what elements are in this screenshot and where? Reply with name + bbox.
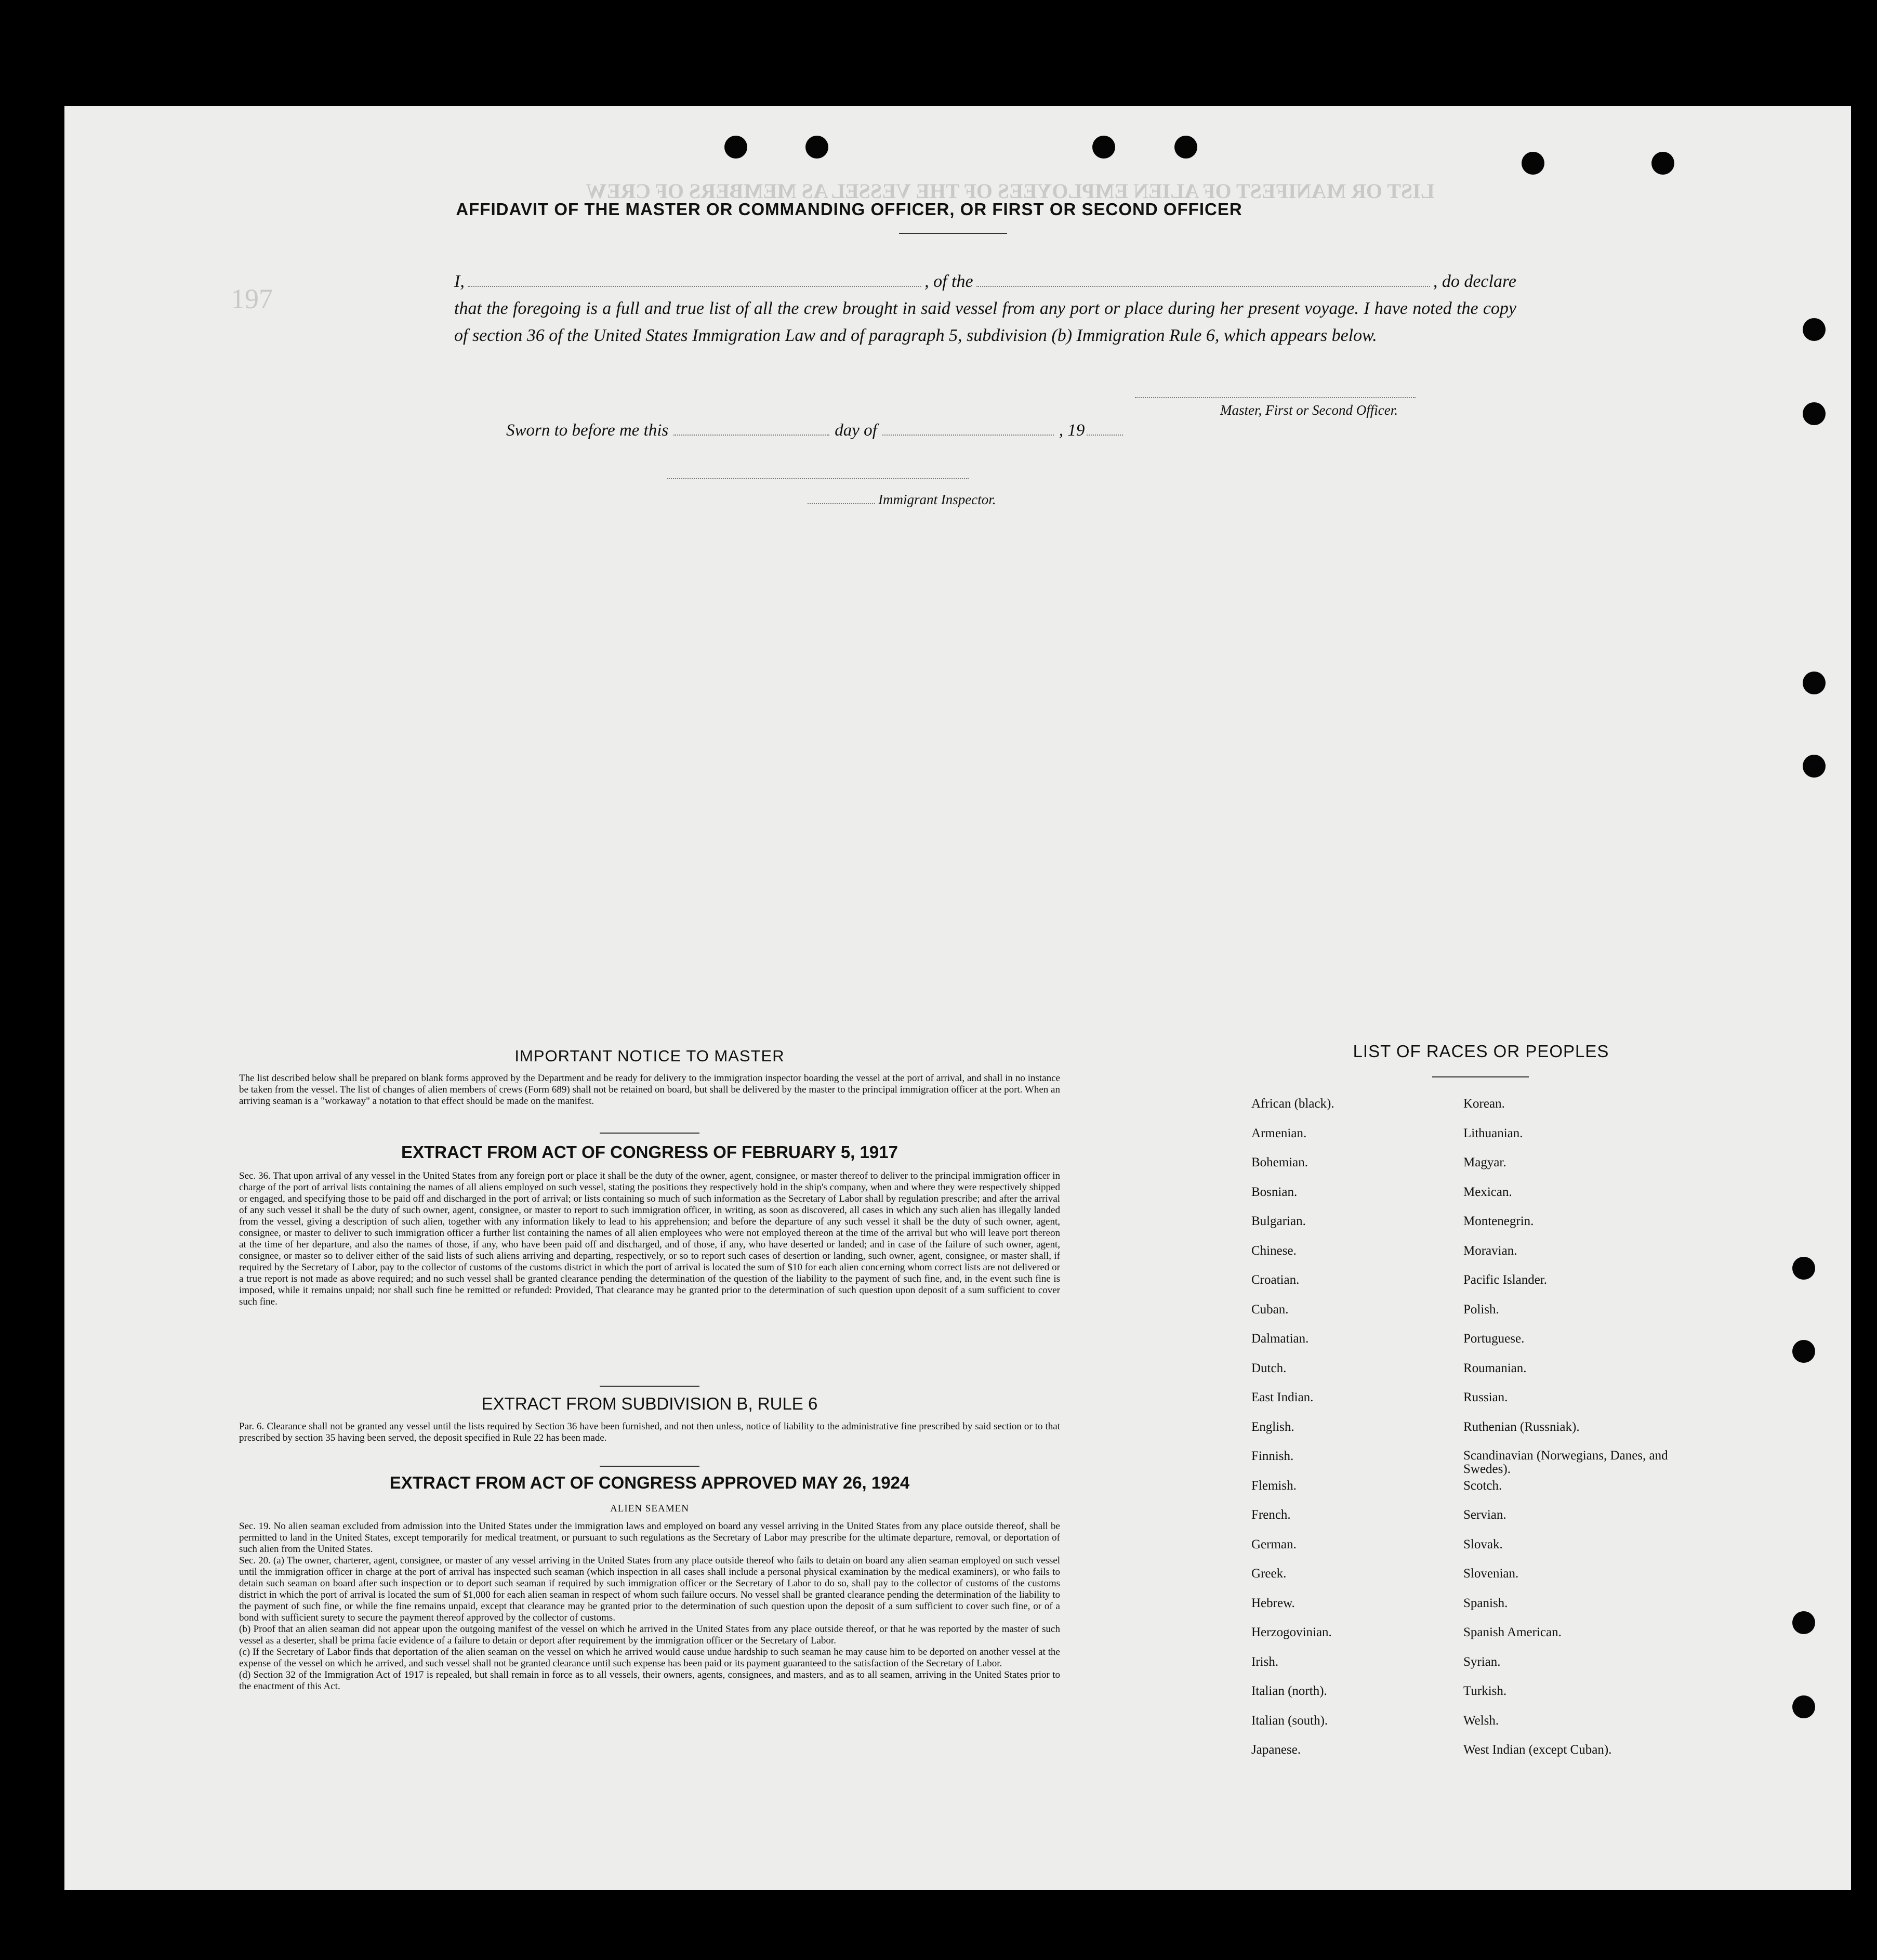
race-item: African (black).	[1251, 1097, 1334, 1111]
declarant-label: I,	[454, 272, 465, 291]
sworn-year-blank[interactable]	[1087, 435, 1123, 436]
punch-hole	[1803, 755, 1826, 778]
races-title: LIST OF RACES OR PEOPLES	[1353, 1042, 1609, 1061]
vessel-name-blank[interactable]	[976, 286, 1430, 287]
race-item: Spanish.	[1463, 1596, 1508, 1610]
extract-1924-subtitle: ALIEN SEAMEN	[610, 1503, 689, 1514]
bleed-through-page-number: 197	[231, 283, 273, 314]
race-item: Dalmatian.	[1251, 1332, 1309, 1346]
punch-hole	[1803, 318, 1826, 341]
form-page	[64, 106, 1851, 1890]
race-item: Greek.	[1251, 1567, 1287, 1581]
punch-hole	[1651, 152, 1674, 175]
race-item: Welsh.	[1463, 1713, 1499, 1728]
race-item: Polish.	[1463, 1302, 1499, 1317]
year-label: , 19	[1059, 421, 1085, 440]
sworn-month-blank[interactable]	[882, 435, 1054, 436]
race-item: Korean.	[1463, 1097, 1505, 1111]
race-item: Cuban.	[1251, 1302, 1289, 1317]
bleed-through-title: LIST OR MANIFEST OF ALIEN EMPLOYEES OF THE VESSEL AS MEMBERS OF CREW	[586, 179, 1435, 203]
race-item: Portuguese.	[1463, 1332, 1525, 1346]
sworn-day-blank[interactable]	[673, 435, 829, 436]
punch-hole	[1522, 152, 1544, 175]
punch-hole	[1792, 1611, 1815, 1634]
affidavit-title: AFFIDAVIT OF THE MASTER OR COMMANDING OFFICER, OR FIRST OR SECOND OFFICER	[456, 200, 1242, 219]
sec19-text: Sec. 19. No alien seaman excluded from admission into the United States under the immigration laws and employed on board any vessel arriving in the United States from any place outside thereof, shall be permitted to land in the United States, except temporarily for medical treatment, or pursuant to such regulations as the Secretary of Labor may prescribe for the ultimate departure, removal, or deportation of such alien from the United States.	[239, 1521, 1060, 1555]
race-item: Syrian.	[1463, 1654, 1501, 1669]
notice-body: The list described below shall be prepared on blank forms approved by the Department and be ready for delivery to the immigration inspector boarding the vessel at the port of arrival, and shall in no instance be taken from the vessel. The list of changes of alien members of crews (Form 689) shall not be retained on board, but shall be delivered by the master to the principal immigration officer at the port. When an arriving seaman is a "workaway" a notation to that effect should be made on the manifest.	[239, 1073, 1060, 1107]
race-item: Magyar.	[1463, 1155, 1506, 1169]
sec20c-text: (c) If the Secretary of Labor finds that deportation of the alien seaman on the vessel on which he arrived would cause undue hardship to such seaman he may cause him to be deported on another vessel at the expense of the vessel on which he arrived, and such vessel shall not be granted clearance until such expense has been paid or its payment guaranteed to the satisfaction of the Secretary of Labor.	[239, 1647, 1060, 1669]
punch-hole	[724, 136, 747, 159]
race-item: Chinese.	[1251, 1243, 1297, 1258]
punch-hole	[1803, 402, 1826, 425]
section-divider	[600, 1466, 699, 1467]
punch-hole	[1792, 1340, 1815, 1363]
master-signature-label: Master, First or Second Officer.	[1220, 402, 1398, 418]
race-item: Scandinavian (Norwegians, Danes, and Swedes).	[1463, 1449, 1668, 1476]
extract-rule6-body: Par. 6. Clearance shall not be granted any vessel until the lists required by Section 36 have been furnished, and not then unless, notice of liability to the administrative fine prescribed by said section or to that prescribed by section 35 having been served, the deposit specified in Rule 22 has been made.	[239, 1421, 1060, 1443]
inspector-signature-line	[808, 492, 996, 508]
race-item: Bohemian.	[1251, 1155, 1308, 1169]
inspector-signature-blank[interactable]	[667, 478, 969, 479]
races-left-column	[1251, 1097, 1444, 1772]
extract-1924-title: EXTRACT FROM ACT OF CONGRESS APPROVED MAY 26, 1924	[389, 1473, 910, 1492]
declarant-name-blank[interactable]	[468, 286, 921, 287]
race-item: Lithuanian.	[1463, 1126, 1523, 1140]
punch-hole	[1792, 1257, 1815, 1280]
punch-hole	[1792, 1695, 1815, 1718]
race-item: Roumanian.	[1463, 1361, 1527, 1375]
race-item: Japanese.	[1251, 1743, 1301, 1757]
race-item: Croatian.	[1251, 1273, 1300, 1287]
race-item: Hebrew.	[1251, 1596, 1295, 1610]
master-signature-blank[interactable]	[1135, 397, 1416, 398]
race-item: Russian.	[1463, 1390, 1508, 1404]
declare-label: , do declare	[1433, 272, 1517, 291]
race-item: East Indian.	[1251, 1390, 1314, 1404]
extract-rule6-title: EXTRACT FROM SUBDIVISION B, RULE 6	[481, 1394, 818, 1413]
race-item: German.	[1251, 1537, 1297, 1551]
punch-hole	[805, 136, 828, 159]
section-divider	[600, 1386, 699, 1387]
race-item: Mexican.	[1463, 1185, 1512, 1199]
race-item: Ruthenian (Russniak).	[1463, 1419, 1580, 1434]
race-item: French.	[1251, 1508, 1291, 1522]
inspector-label: Immigrant Inspector.	[878, 492, 996, 507]
day-of-label: day of	[835, 421, 877, 440]
declaration-body: that the foregoing is a full and true list of all the crew brought in said vessel from any port or place during her present voyage. I have noted the copy of section 36 of the United States Immigration Law and of paragraph 5, subdivision (b) Immigration Rule 6, which appears below.	[454, 299, 1516, 345]
race-item: Slovenian.	[1463, 1567, 1519, 1581]
punch-hole	[1803, 672, 1826, 694]
race-item: Turkish.	[1463, 1684, 1507, 1698]
sworn-label: Sworn to before me this	[506, 421, 669, 440]
sec20d-text: (d) Section 32 of the Immigration Act of 1917 is repealed, but shall remain in force as to all vessels, their owners, agents, consignees, and masters, and as to all seamen, arriving in the United States prior to the enactment of this Act.	[239, 1669, 1060, 1692]
race-item: Irish.	[1251, 1654, 1279, 1669]
inspector-dots	[808, 503, 875, 504]
of-the-label: , of the	[924, 272, 973, 291]
races-right-column	[1463, 1097, 1682, 1772]
race-item: Herzogovinian.	[1251, 1625, 1332, 1639]
race-item: Italian (south).	[1251, 1713, 1328, 1728]
race-item: Italian (north).	[1251, 1684, 1327, 1698]
race-item: Pacific Islander.	[1463, 1273, 1548, 1287]
race-item: Moravian.	[1463, 1243, 1517, 1258]
races-divider	[1432, 1076, 1529, 1077]
sec20b-text: (b) Proof that an alien seaman did not appear upon the outgoing manifest of the vessel on which he arrived in the United States from any place outside thereof, or that he was reported by the master of such vessel as a deserter, shall be prima facie evidence of a failure to detain or deport after requirement by the immigration officer or the Secretary of Labor.	[239, 1624, 1060, 1646]
race-item: Slovak.	[1463, 1537, 1503, 1551]
race-item: Bosnian.	[1251, 1185, 1298, 1199]
extract-1917-body: Sec. 36. That upon arrival of any vessel in the United States from any foreign port or place it shall be the duty of the owner, agent, consignee, or master thereof to deliver to the principal immigration officer in charge of the port of arrival lists containing the names of all aliens employed on such vessel, stating the positions they respectively hold in the ship's company, when and where they were respectively shipped or engaged, and specifying those to be paid off and discharged in the port of arrival; or lists containing so much of such information as the Secretary of Labor shall by regulation prescribe; and after the arrival of any such vessel it shall be the duty of such owner, agent, consignee, or master to report to such immigration officer, in writing, as soon as discovered, all cases in which any such alien has illegally landed from the vessel, giving a description of such alien, together with any information likely to lead to his apprehension; and before the departure of any such vessel it shall be the duty of such owner, agent, consignee, or master to deliver to such immigration officer a further list containing the names of all alien employees who were not employed thereon at the time of the arrival but who will leave port thereon at the time of her departure, and also the names of those, if any, who have been paid off and discharged, and of those, if any, who have deserted or landed; and in case of the failure of such owner, agent, consignee, or master so to deliver either of the said lists of such aliens arriving and departing, respectively, or so to report such cases of desertion or landing, such owner, agent, consignee, or master shall, if required by the Secretary of Labor, pay to the collector of customs of the customs district in which the port of arrival is located the sum of $10 for each alien concerning whom correct lists are not delivered or a true report is not made as above required; and no such vessel shall be granted clearance pending the determination of the question of the liability to the payment of such fine, and, in the event such fine is imposed, while it remains unpaid; nor shall such fine be remitted or refunded: Provided, That clearance may be granted prior to the determination of such question upon deposit of a sum sufficient to cover such fine.	[239, 1170, 1060, 1307]
race-item: West Indian (except Cuban).	[1463, 1743, 1612, 1757]
race-item: Servian.	[1463, 1508, 1506, 1522]
race-item: Finnish.	[1251, 1449, 1294, 1463]
race-item: Armenian.	[1251, 1126, 1307, 1140]
extract-1924-body	[239, 1521, 1060, 1692]
race-item: Montenegrin.	[1463, 1214, 1534, 1228]
sec20a-text: Sec. 20. (a) The owner, charterer, agent, consignee, or master of any vessel arriving in the United States from any place outside thereof who fails to detain on board any alien seaman employed on such vessel until the immigration officer in charge at the port of arrival has inspected such seaman (which inspection in all cases shall include a personal physical examination by the medical examiners), or who fails to detain such seaman on board after such inspection or to deport such seaman if required by such immigration officer or the Secretary of Labor to do so, shall pay to the collector of customs of the customs district in which the port of arrival is located the sum of $1,000 for each alien seaman in respect of whom such failure occurs. No vessel shall be granted clearance pending the determination of the liability to the payment of such fine, or while the fine remains unpaid, except that clearance may be granted prior to the determination of such question upon the deposit of a sum sufficient to cover such fine, or of a bond with sufficient surety to secure the payment thereof approved by the collector of customs.	[239, 1555, 1060, 1623]
race-item: Spanish American.	[1463, 1625, 1562, 1639]
race-item: Dutch.	[1251, 1361, 1287, 1375]
section-divider	[600, 1133, 699, 1134]
punch-hole	[1092, 136, 1115, 159]
race-item: Bulgarian.	[1251, 1214, 1306, 1228]
title-divider	[899, 233, 1007, 234]
race-item: English.	[1251, 1419, 1294, 1434]
declaration-text	[454, 268, 1516, 349]
race-item: Flemish.	[1251, 1478, 1297, 1493]
race-item: Scotch.	[1463, 1478, 1502, 1493]
punch-hole	[1174, 136, 1197, 159]
extract-1917-title: EXTRACT FROM ACT OF CONGRESS OF FEBRUARY 5, 1917	[401, 1142, 898, 1162]
sworn-line	[506, 421, 1123, 440]
notice-title: IMPORTANT NOTICE TO MASTER	[514, 1047, 785, 1065]
